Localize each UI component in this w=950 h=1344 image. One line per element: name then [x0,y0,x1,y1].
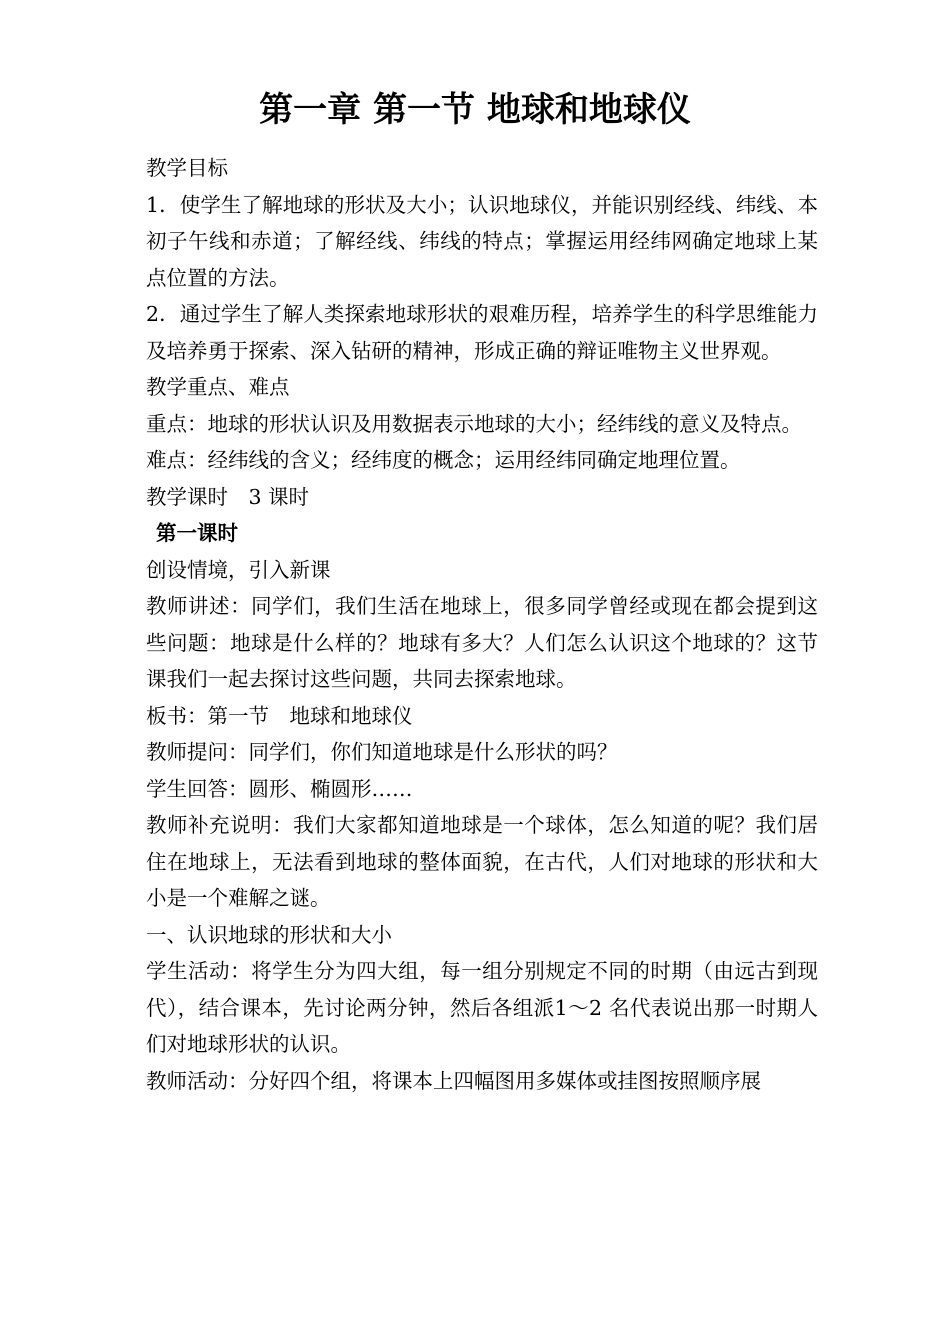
section-heading-key-points: 教学重点、难点 [146,375,290,399]
document-body [146,150,818,1099]
intro-heading: 创设情境，引入新课 [146,557,331,582]
student-activity-paragraph: 学生活动：将学生分为四大组，每一组分别规定不同的时期（由远古到现代），结合课本，先讨论两分钟，然后各组派1～2 名代表说出那一时期人们对地球形状的认识。 [146,959,818,1056]
section-heading-shape-size: 一、认识地球的形状和大小 [146,922,392,947]
objective-paragraph-1: 1．使学生了解地球的形状及大小；认识地球仪，并能识别经线、纬线、本初子午线和赤道；了解经线、纬线的特点；掌握运用经纬网确定地球上某点位置的方法。 [146,192,818,290]
section-heading-objectives: 教学目标 [146,156,228,180]
blackboard-line: 板书：第一节 地球和地球仪 [146,703,413,728]
teacher-question-line: 教师提问：同学们，你们知道地球是什么形状的吗？ [146,740,618,764]
document-title: 第一章 第一节 地球和地球仪 [259,90,691,130]
teacher-activity-paragraph: 教师活动：分好四个组，将课本上四幅图用多媒体或挂图按照顺序展 [146,1068,761,1093]
teacher-narration-paragraph: 教师讲述：同学们，我们生活在地球上，很多同学曾经或现在都会提到这些问题：地球是什么样的？地球有多大？人们怎么认识这个地球的？这节课我们一起去探讨这些问题，共同去探索地球。 [146,594,818,691]
key-point-paragraph: 重点：地球的形状认识及用数据表示地球的大小；经纬线的意义及特点。 [146,411,802,436]
student-answer-line: 学生回答：圆形、椭圆形…… [146,776,413,801]
difficulty-paragraph: 难点：经纬线的含义；经纬度的概念；运用经纬同确定地理位置。 [146,448,741,472]
class-hours-line: 教学课时 3 课时 [146,484,310,509]
objective-paragraph-2: 2．通过学生了解人类探索地球形状的艰难历程，培养学生的科学思维能力及培养勇于探索、深入钻研的精神，形成正确的辩证唯物主义世界观。 [146,302,818,363]
teacher-supplement-paragraph: 教师补充说明：我们大家都知道地球是一个球体，怎么知道的呢？我们居住在地球上，无法看到地球的整体面貌，在古代，人们对地球的形状和大小是一个难解之谜。 [146,813,818,910]
lesson-one-heading: 第一课时 [156,521,238,545]
